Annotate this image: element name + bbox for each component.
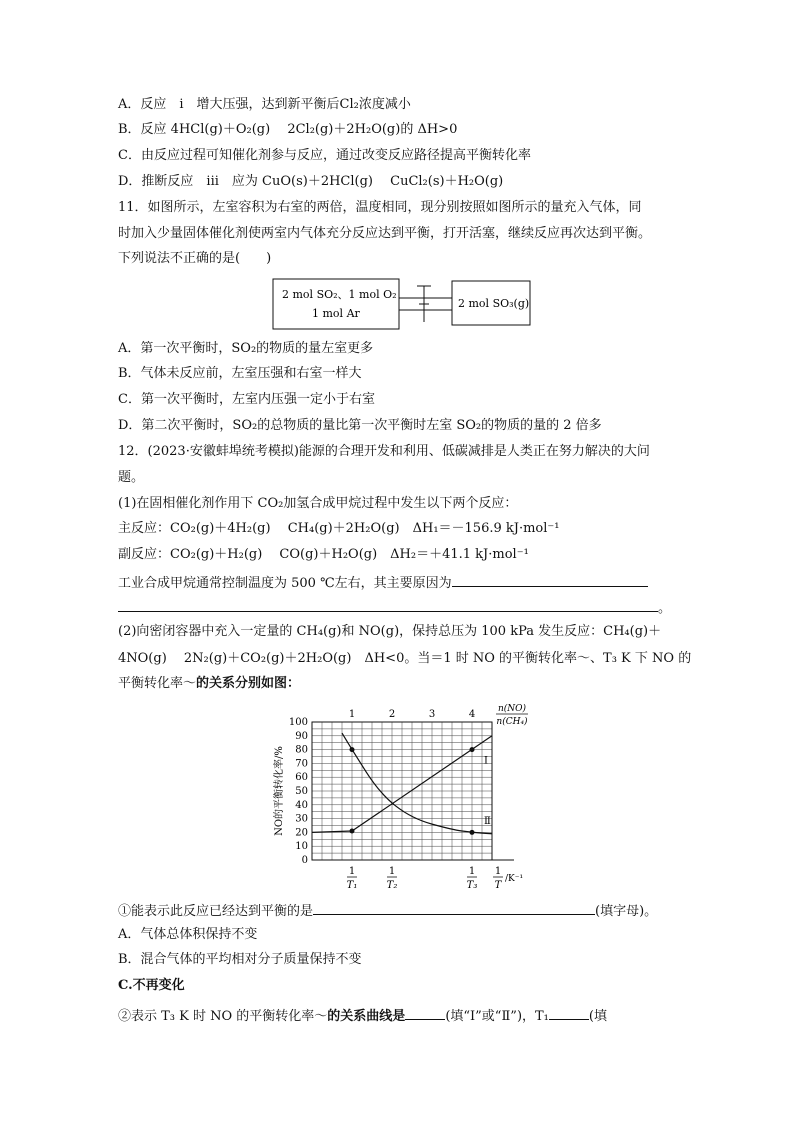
y-tick-label: 70 [295, 758, 308, 770]
bottom-tick-numerator: 1 [348, 866, 356, 877]
bottom-axis-unit: /K⁻¹ [505, 874, 524, 884]
q11-stem-line3: 下列说法不正确的是( ) [118, 251, 272, 266]
q11-option-d: D．第二次平衡时，SO₂的总物质的量比第一次平衡时左室 SO₂的物质的量的 2 倍多 [118, 418, 602, 433]
y-tick-label: 50 [295, 786, 308, 797]
bottom-tick-numerator: 1 [388, 866, 396, 877]
data-point [470, 830, 475, 835]
q12-sub2-answer-blank-1[interactable] [405, 1006, 445, 1020]
q10-option-b: B．反应 4HCl(g)＋O₂(g) 2Cl₂(g)＋2H₂O(g)的 ΔH>0 [118, 122, 458, 137]
chart-grid [312, 722, 492, 860]
q12-sub2-text-c: (填“Ⅰ”或“Ⅱ”)，T₁ [445, 1009, 549, 1024]
y-tick-label: 40 [295, 799, 308, 811]
q12-option-b: B．混合气体的平均相对分子质量保持不变 [118, 952, 362, 967]
bottom-tick-numerator: 1 [494, 866, 502, 877]
series-label-1: Ⅰ [484, 755, 488, 767]
data-point [470, 747, 475, 752]
top-tick-label: 3 [428, 709, 436, 720]
y-tick-label: 60 [295, 772, 308, 784]
y-tick-label: 10 [295, 841, 308, 853]
q12-sub2-answer-blank-2[interactable] [549, 1006, 589, 1020]
two-chamber-diagram [272, 276, 534, 334]
bottom-axis-tick-labels [347, 866, 523, 890]
q12-sub1-end: (填字母)。 [595, 904, 658, 919]
q10-option-a: A．反应 i 增大压强，达到新平衡后Cl₂浓度减小 [118, 97, 411, 112]
q12-side-reaction: 副反应：CO₂(g)＋H₂(g) CO(g)＋H₂O(g) ΔH₂＝＋41.1 kJ·mol⁻¹ [118, 547, 529, 562]
no-conversion-chart [262, 700, 542, 890]
q12-part1-intro: (1)在固相催化剂作用下 CO₂加氢合成甲烷过程中发生以下两个反应： [118, 496, 518, 511]
q12-part1-question [118, 573, 648, 592]
q11-stem-line2: 时加入少量固体催化剂使两室内气体充分反应达到平衡，打开活塞，继续反应再次达到平衡。 [118, 226, 652, 241]
q12-option-c: C.不再变化 [118, 978, 185, 993]
left-chamber-label-1: 2 mol SO₂、1 mol O₂ [282, 288, 397, 301]
y-tick-label: 90 [295, 730, 308, 742]
q11-option-c: C．第一次平衡时，左室内压强一定小于右室 [118, 392, 375, 407]
y-tick-label: 0 [301, 855, 308, 866]
q10-option-c: C．由反应过程可知催化剂参与反应，通过改变反应路径提高平衡转化率 [118, 148, 531, 163]
y-axis-label: NO的平衡转化率/% [274, 746, 285, 836]
bottom-tick-numerator: 1 [468, 866, 476, 877]
q11-option-b: B．气体未反应前，左室压强和右室一样大 [118, 366, 362, 381]
top-tick-label: 2 [388, 709, 396, 720]
data-point [350, 829, 355, 834]
q11-option-a: A．第一次平衡时，SO₂的物质的量左室更多 [118, 341, 374, 356]
q12-part2-line3-text: 平衡转化率～ [118, 676, 197, 691]
top-axis-label-denominator: n(CH₄) [496, 717, 528, 727]
left-chamber [273, 279, 399, 329]
q12-main-reaction: 主反应：CO₂(g)＋4H₂(g) CH₄(g)＋2H₂O(g) ΔH₁＝－156.9 kJ·mol⁻¹ [118, 521, 560, 536]
bottom-tick-denominator: T [494, 880, 502, 890]
q12-sub1 [118, 901, 657, 920]
q12-part1-answer-blank-1[interactable] [452, 573, 648, 587]
q12-part2-line3 [118, 676, 300, 692]
bottom-tick-denominator: T₃ [466, 880, 478, 890]
q12-sub2-text-b: 的关系曲线是 [327, 1009, 406, 1024]
top-axis-tick-labels [349, 709, 475, 720]
q12-part1-answer-blank-2[interactable] [118, 598, 658, 612]
q12-stem-line2: 题。 [118, 470, 145, 485]
q12-part2-line3-bold: 的关系分别如图： [196, 676, 301, 691]
q11-stem-line1: 11．如图所示，左室容积为右室的两倍，温度相同，现分别按照如图所示的量充入气体，同 [118, 200, 642, 215]
q12-stem-line1: 12．(2023·安徽蚌埠统考模拟)能源的合理开发和利用、低碳减排是人类正在努力解决的大问 [118, 444, 650, 459]
q12-part1-answer-line [118, 598, 671, 617]
bottom-tick-denominator: T₂ [386, 880, 398, 890]
q12-sub2 [118, 1006, 607, 1025]
y-tick-label: 30 [295, 813, 308, 825]
y-tick-label: 100 [288, 717, 308, 728]
q12-sub1-text: ①能表示此反应已经达到平衡的是 [118, 904, 314, 919]
bottom-tick-denominator: T₁ [346, 880, 358, 890]
top-axis-label-numerator: n(NO) [497, 704, 527, 714]
q12-part2-line2: 4NO(g) 2N₂(g)＋CO₂(g)＋2H₂O(g) ΔH<0。当＝1 时 NO 的平衡转化率～、T₃ K 下 NO 的 [118, 651, 692, 666]
q10-option-d: D．推断反应 iii 应为 CuO(s)＋2HCl(g) CuCl₂(s)＋H₂O(g) [118, 174, 504, 189]
q12-part2-line1: (2)向密闭容器中充入一定量的 CH₄(g)和 NO(g)，保持总压为 100 kPa 发生反应：CH₄(g)＋ [118, 624, 662, 639]
y-tick-label: 80 [295, 744, 308, 756]
y-tick-labels [289, 717, 308, 866]
q12-sub2-text-d: (填 [588, 1009, 607, 1024]
series-label-2: Ⅱ [484, 816, 491, 828]
y-tick-label: 20 [295, 827, 308, 839]
q12-part1-end: 。 [658, 601, 672, 616]
q12-sub1-answer-blank[interactable] [313, 901, 595, 915]
data-point [350, 747, 355, 752]
q12-sub2-text-a: ②表示 T₃ K 时 NO 的平衡转化率～ [118, 1009, 328, 1024]
top-tick-label: 1 [348, 709, 356, 720]
left-chamber-label-2: 1 mol Ar [312, 307, 360, 320]
right-chamber-label: 2 mol SO₃(g) [458, 297, 530, 310]
top-tick-label: 4 [468, 709, 476, 720]
q12-option-a: A．气体总体积保持不变 [118, 927, 258, 942]
q12-part1-question-text: 工业合成甲烷通常控制温度为 500 ℃左右，其主要原因为 [118, 576, 452, 591]
